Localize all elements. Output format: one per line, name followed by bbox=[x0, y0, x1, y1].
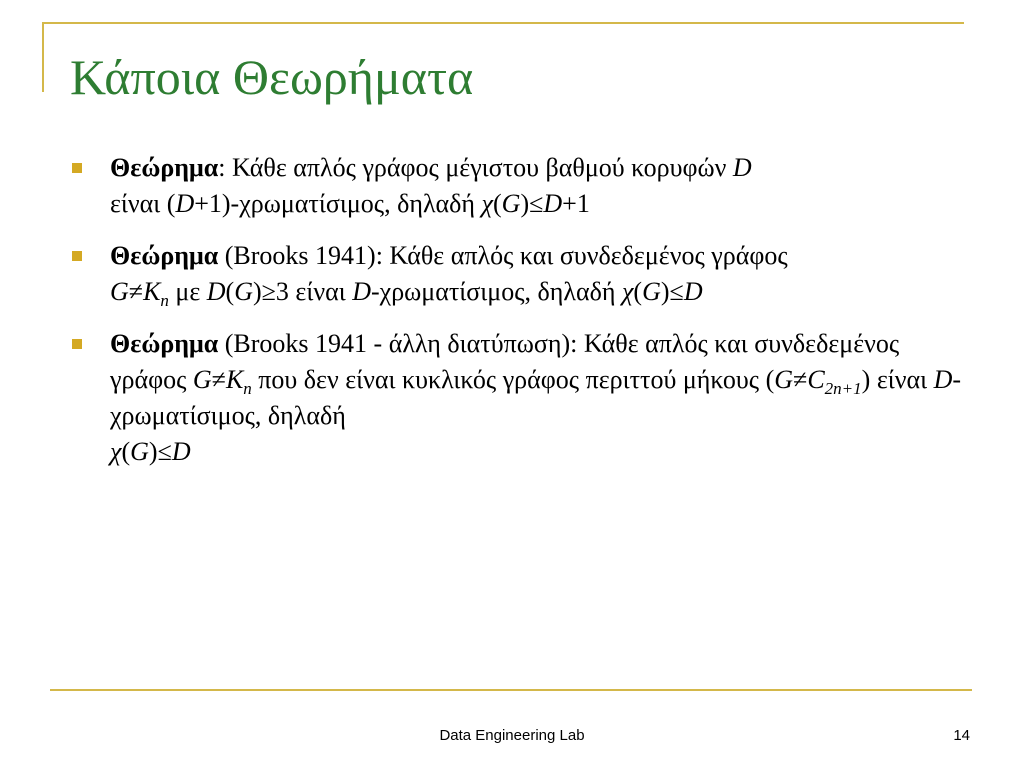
math-subscript: n bbox=[160, 291, 169, 311]
theorem-text: (Brooks 1941): Κάθε απλός και συνδεδεμένος γράφος bbox=[218, 241, 788, 270]
math-variable: K bbox=[143, 277, 161, 306]
theorem-list bbox=[72, 150, 972, 486]
theorem-text: ≠ bbox=[128, 277, 144, 306]
theorem-text: )≤ bbox=[660, 277, 684, 306]
bullet-square-icon bbox=[72, 163, 82, 173]
theorem-text: που δεν είναι κυκλικός γράφος περιττού μήκους ( bbox=[251, 365, 775, 394]
math-variable: D bbox=[171, 437, 191, 466]
frame-left-line bbox=[42, 22, 44, 92]
math-variable: χ bbox=[481, 189, 493, 218]
theorem-text: είναι ( bbox=[110, 189, 176, 218]
math-variable: K bbox=[225, 365, 244, 394]
theorem-text: )≤ bbox=[520, 189, 544, 218]
theorem-label: Θεώρημα bbox=[110, 329, 219, 358]
math-subscript: 2n+1 bbox=[824, 379, 862, 399]
theorem-text: ( bbox=[492, 189, 502, 218]
slide-title: Κάποια Θεωρήματα bbox=[70, 49, 474, 105]
math-variable: D bbox=[206, 277, 226, 306]
theorem-text: )≥3 είναι bbox=[253, 277, 353, 306]
math-variable: D bbox=[352, 277, 371, 306]
frame-top-line bbox=[42, 22, 964, 24]
math-variable: G bbox=[110, 277, 129, 306]
theorem-item bbox=[72, 326, 972, 470]
math-variable: χ bbox=[110, 437, 122, 466]
math-variable: C bbox=[807, 365, 825, 394]
theorem-text: ( bbox=[121, 437, 131, 466]
math-variable: G bbox=[642, 277, 661, 306]
footer-lab-name: Data Engineering Lab bbox=[439, 727, 585, 744]
math-variable: G bbox=[130, 437, 149, 466]
theorem-label: Θεώρημα bbox=[110, 241, 219, 270]
theorem-item bbox=[72, 150, 972, 222]
math-variable: G bbox=[234, 277, 253, 306]
theorem-text: ( bbox=[633, 277, 643, 306]
theorem-text: (Brooks 1941 - άλλη διατύπωση): Κάθε απλός και συνδεδεμένος γράφος bbox=[110, 329, 900, 394]
theorem-text: +1)-χρωματίσιμος, δηλαδή bbox=[194, 189, 482, 218]
theorem-text: )≤ bbox=[148, 437, 172, 466]
theorem-text: +1 bbox=[562, 189, 590, 218]
math-variable: D bbox=[543, 189, 563, 218]
math-subscript: n bbox=[243, 379, 252, 399]
math-variable: G bbox=[192, 365, 212, 394]
bullet-square-icon bbox=[72, 251, 82, 261]
math-variable: G bbox=[501, 189, 521, 218]
theorem-text: -χρωματίσιμος, δηλαδή bbox=[371, 277, 622, 306]
math-variable: G bbox=[774, 365, 794, 394]
page-number: 14 bbox=[953, 727, 970, 744]
theorem-text: ( bbox=[225, 277, 235, 306]
theorem-text: ≠ bbox=[793, 365, 808, 394]
bullet-square-icon bbox=[72, 339, 82, 349]
theorem-item bbox=[72, 238, 972, 310]
math-variable: D bbox=[683, 277, 703, 306]
theorem-text: με bbox=[168, 277, 207, 306]
theorem-text: : Κάθε απλός γράφος μέγιστου βαθμού κορυφών bbox=[218, 153, 733, 182]
footer-divider bbox=[50, 689, 972, 691]
theorem-text: -χρωματίσιμος, δηλαδή bbox=[110, 365, 962, 430]
theorem-text: ≠ bbox=[211, 365, 226, 394]
math-variable: D bbox=[732, 153, 752, 182]
theorem-text: ) είναι bbox=[861, 365, 934, 394]
math-variable: D bbox=[175, 189, 195, 218]
math-variable: χ bbox=[621, 277, 634, 306]
math-variable: D bbox=[933, 365, 953, 394]
theorem-label: Θεώρημα bbox=[110, 153, 219, 182]
